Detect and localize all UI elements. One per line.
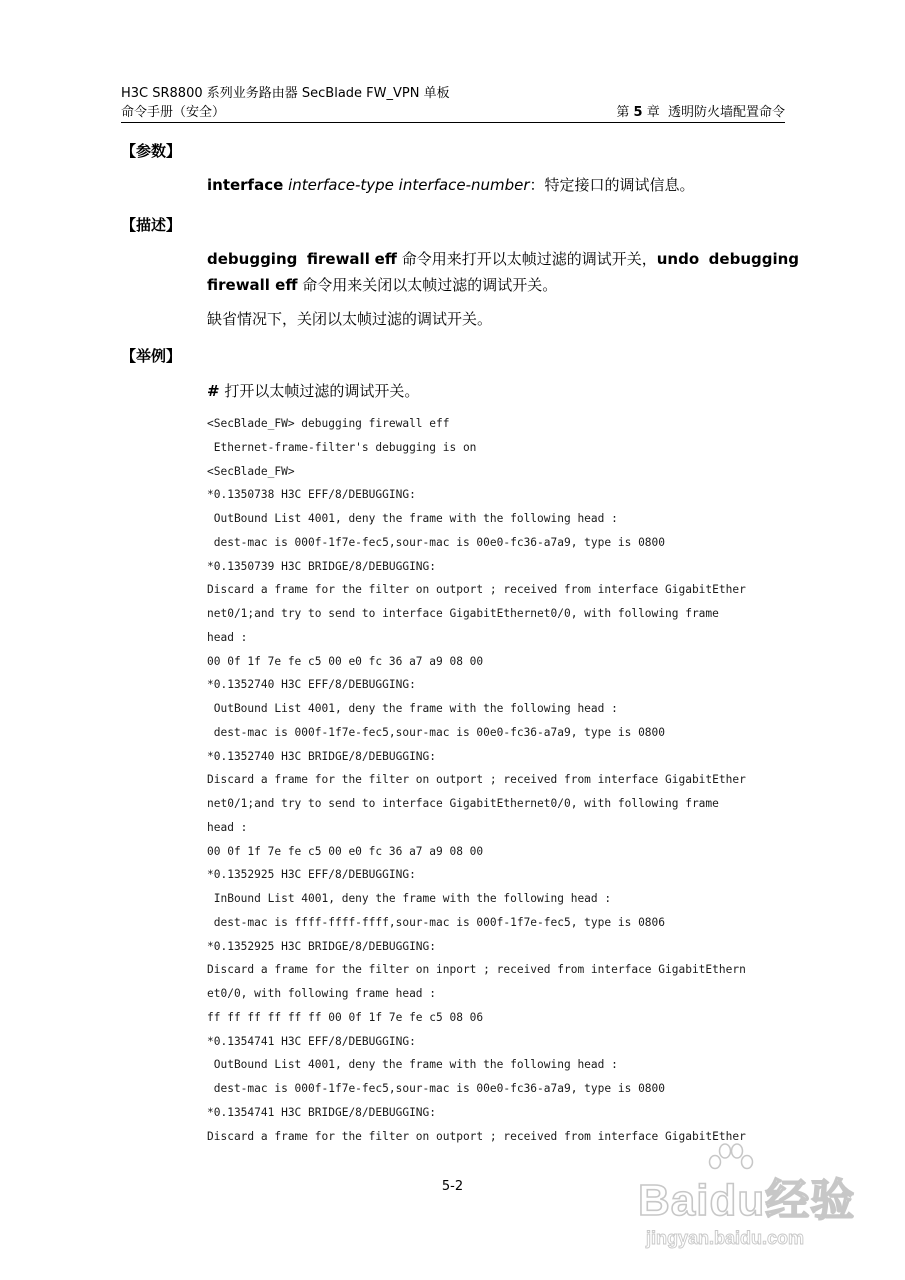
console-line: net0/1;and try to send to interface GigabitEthernet0/0, with following frame: [207, 797, 719, 810]
example-hash: #: [207, 382, 220, 400]
console-line: *0.1352925 H3C BRIDGE/8/DEBUGGING:: [207, 939, 437, 953]
console-line: et0/0, with following frame head :: [207, 987, 437, 1000]
console-line: net0/1;and try to send to interface GigabitEthernet0/0, with following frame: [207, 607, 719, 620]
console-line: *0.1352740 H3C BRIDGE/8/DEBUGGING:: [207, 749, 437, 763]
description-text-2: 命令用来关闭以太帧过滤的调试开关。: [302, 276, 558, 294]
console-line: 00 0f 1f 7e fe c5 00 e0 fc 36 a7 a9 08 00: [207, 844, 484, 858]
running-header-chapter: [616, 105, 785, 121]
console-line: Ethernet-frame-filter's debugging is on: [207, 440, 477, 454]
page-number: 5-2: [441, 1179, 464, 1194]
console-line: InBound List 4001, deny the frame with the following head :: [207, 892, 612, 905]
baidu-jingyan-watermark: [638, 1142, 856, 1260]
console-line: <SecBlade_FW>: [207, 464, 295, 478]
console-line: Discard a frame for the filter on outport ; received from interface GigabitEther: [207, 583, 746, 597]
chapter-suffix: 章: [646, 105, 660, 120]
running-header-manual: 命令手册（安全）: [121, 105, 226, 120]
description-line-1: [207, 249, 800, 269]
console-line: head :: [207, 630, 248, 644]
console-line: *0.1350738 H3C EFF/8/DEBUGGING:: [207, 488, 416, 502]
section-heading-params: 【参数】: [121, 142, 182, 160]
command-undo-part1: undo debugging: [656, 250, 800, 268]
example-intro-text: 打开以太帧过滤的调试开关。: [224, 382, 420, 400]
param-description: ：特定接口的调试信息。: [529, 176, 695, 194]
param-arg-type: interface-type: [288, 176, 394, 194]
description-default: 缺省情况下，关闭以太帧过滤的调试开关。: [207, 310, 493, 328]
console-line: dest-mac is ffff-ffff-ffff,sour-mac is 000f-1f7e-fec5, type is 0806: [207, 915, 666, 929]
chapter-number: 5: [633, 105, 643, 120]
console-line: ff ff ff ff ff ff 00 0f 1f 7e fe c5 08 06: [207, 1010, 484, 1024]
console-line: dest-mac is 000f-1f7e-fec5,sour-mac is 00e0-fc36-a7a9, type is 0800: [207, 1082, 666, 1095]
console-line: OutBound List 4001, deny the frame with the following head :: [207, 1058, 618, 1072]
console-line: OutBound List 4001, deny the frame with the following head :: [207, 702, 618, 715]
console-output: [207, 412, 787, 1148]
example-intro: [207, 381, 784, 401]
console-line: dest-mac is 000f-1f7e-fec5,sour-mac is 00e0-fc36-a7a9, type is 0800: [207, 725, 666, 739]
console-line: OutBound List 4001, deny the frame with the following head :: [207, 512, 618, 525]
command-debugging-part2: eff: [374, 250, 397, 268]
param-keyword: interface: [207, 176, 284, 194]
watermark-url: jingyan.baidu.com: [646, 1228, 805, 1248]
console-line: <SecBlade_FW> debugging firewall eff: [207, 417, 450, 430]
running-header-title: H3C SR8800 系列业务路由器 SecBlade FW_VPN 单板: [121, 86, 450, 101]
console-line: *0.1354741 H3C EFF/8/DEBUGGING:: [207, 1034, 416, 1048]
watermark-logo-text: Baidu经验: [638, 1176, 856, 1225]
console-line: Discard a frame for the filter on outport ; received from interface GigabitEther: [207, 1129, 746, 1143]
console-line: Discard a frame for the filter on outport ; received from interface GigabitEther: [207, 773, 746, 787]
console-line: *0.1352740 H3C EFF/8/DEBUGGING:: [207, 678, 416, 692]
param-arg-number: interface-number: [398, 176, 530, 194]
chapter-prefix: 第: [616, 105, 630, 120]
console-line: *0.1354741 H3C BRIDGE/8/DEBUGGING:: [207, 1105, 437, 1119]
command-debugging-part1: debugging firewall: [207, 250, 370, 268]
console-line: 00 0f 1f 7e fe c5 00 e0 fc 36 a7 a9 08 00: [207, 654, 484, 668]
header-rule: [121, 122, 785, 123]
chapter-title: 透明防火墙配置命令: [667, 105, 785, 120]
params-paragraph: [207, 175, 784, 195]
description-text-1: 命令用来打开以太帧过滤的调试开关，: [401, 250, 657, 268]
console-line: Discard a frame for the filter on inport ; received from interface GigabitEthern: [207, 963, 746, 977]
running-header-subline: [121, 105, 785, 121]
section-heading-description: 【描述】: [121, 216, 182, 234]
console-line: head :: [207, 820, 248, 834]
console-line: *0.1352925 H3C EFF/8/DEBUGGING:: [207, 868, 416, 882]
section-heading-example: 【举例】: [121, 347, 182, 365]
description-line-2: [207, 275, 784, 295]
console-line: dest-mac is 000f-1f7e-fec5,sour-mac is 00e0-fc36-a7a9, type is 0800: [207, 535, 666, 549]
console-line: *0.1350739 H3C BRIDGE/8/DEBUGGING:: [207, 559, 437, 573]
command-undo-part2: firewall eff: [207, 276, 298, 294]
